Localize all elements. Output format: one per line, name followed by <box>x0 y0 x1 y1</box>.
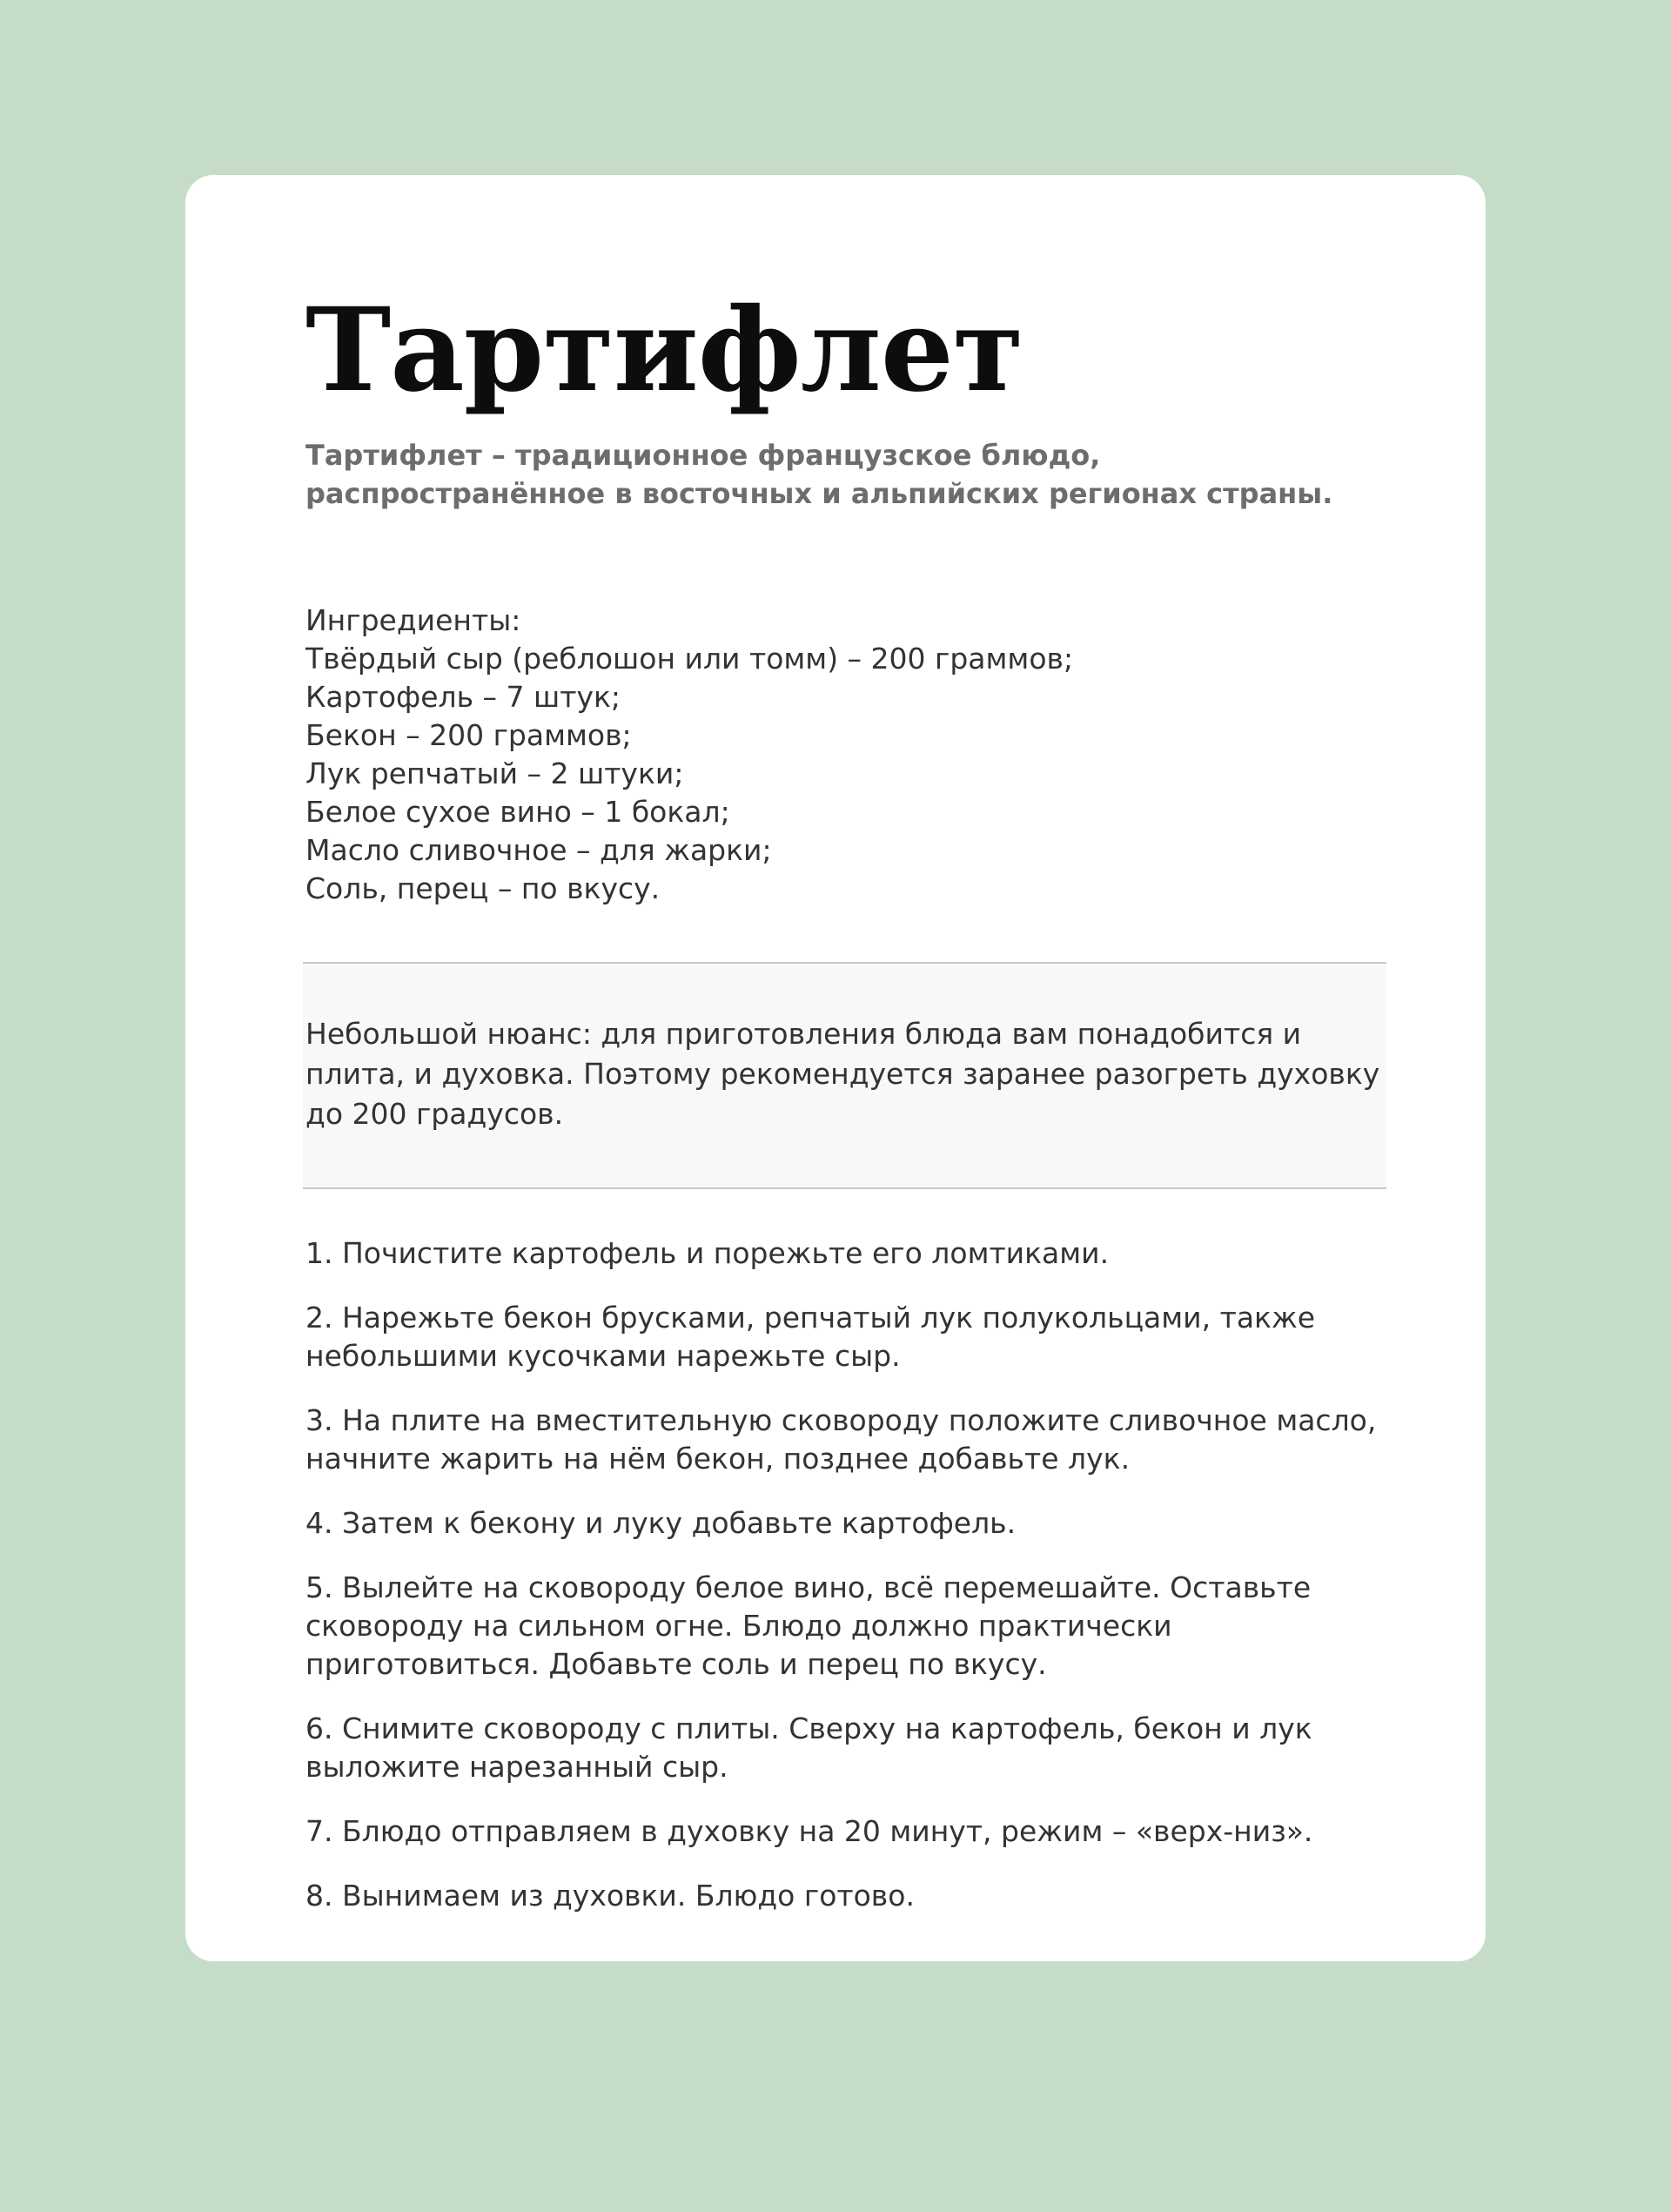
step-item: 4. Затем к бекону и луку добавьте картофель. <box>305 1506 1017 1540</box>
ingredient-item: Лук репчатый – 2 штуки; <box>305 756 684 790</box>
note-text: Небольшой нюанс: для приготовления блюда вам понадобится и плита, и духовка. Поэтому рекомендуется заранее разогреть духовку до 200 градусов. <box>305 1017 1380 1131</box>
step-item: 7. Блюдо отправляем в духовку на 20 минут, режим – «верх-низ». <box>305 1814 1313 1848</box>
step-item: 3. На плите на вместительную сковороду положите сливочное масло, начните жарить на нём бекон, позднее добавьте лук. <box>305 1403 1377 1476</box>
recipe-card <box>185 175 1486 1961</box>
note-callout <box>303 962 1386 1189</box>
ingredient-item: Картофель – 7 штук; <box>305 680 621 714</box>
ingredient-item: Белое сухое вино – 1 бокал; <box>305 795 730 829</box>
ingredient-item: Бекон – 200 граммов; <box>305 718 632 752</box>
ingredient-item: Соль, перец – по вкусу. <box>305 871 661 905</box>
step-item: 6. Снимите сковороду с плиты. Сверху на картофель, бекон и лук выложите нарезанный сыр. <box>305 1711 1312 1784</box>
steps-list <box>305 1234 1385 1941</box>
step-item: 1. Почистите картофель и порежьте его ломтиками. <box>305 1236 1110 1270</box>
step-item: 2. Нарежьте бекон брусками, репчатый лук полукольцами, также небольшими кусочками нарежьте сыр. <box>305 1301 1316 1373</box>
ingredient-item: Твёрдый сыр (реблошон или томм) – 200 граммов; <box>305 642 1074 676</box>
step-item: 8. Вынимаем из духовки. Блюдо готово. <box>305 1879 915 1913</box>
ingredients-heading: Ингредиенты: <box>305 603 521 637</box>
recipe-subtitle: Тартифлет – традиционное французское блюдо, распространённое в восточных и альпийских регионах страны. <box>305 439 1333 510</box>
step-item: 5. Вылейте на сковороду белое вино, всё перемешайте. Оставьте сковороду на сильном огне. Блюдо должно практически приготовиться. Добавьте соль и перец по вкусу. <box>305 1570 1312 1681</box>
ingredients-list <box>305 602 1376 908</box>
ingredient-item: Масло сливочное – для жарки; <box>305 833 772 867</box>
recipe-title: Тартифлет <box>305 283 1023 418</box>
